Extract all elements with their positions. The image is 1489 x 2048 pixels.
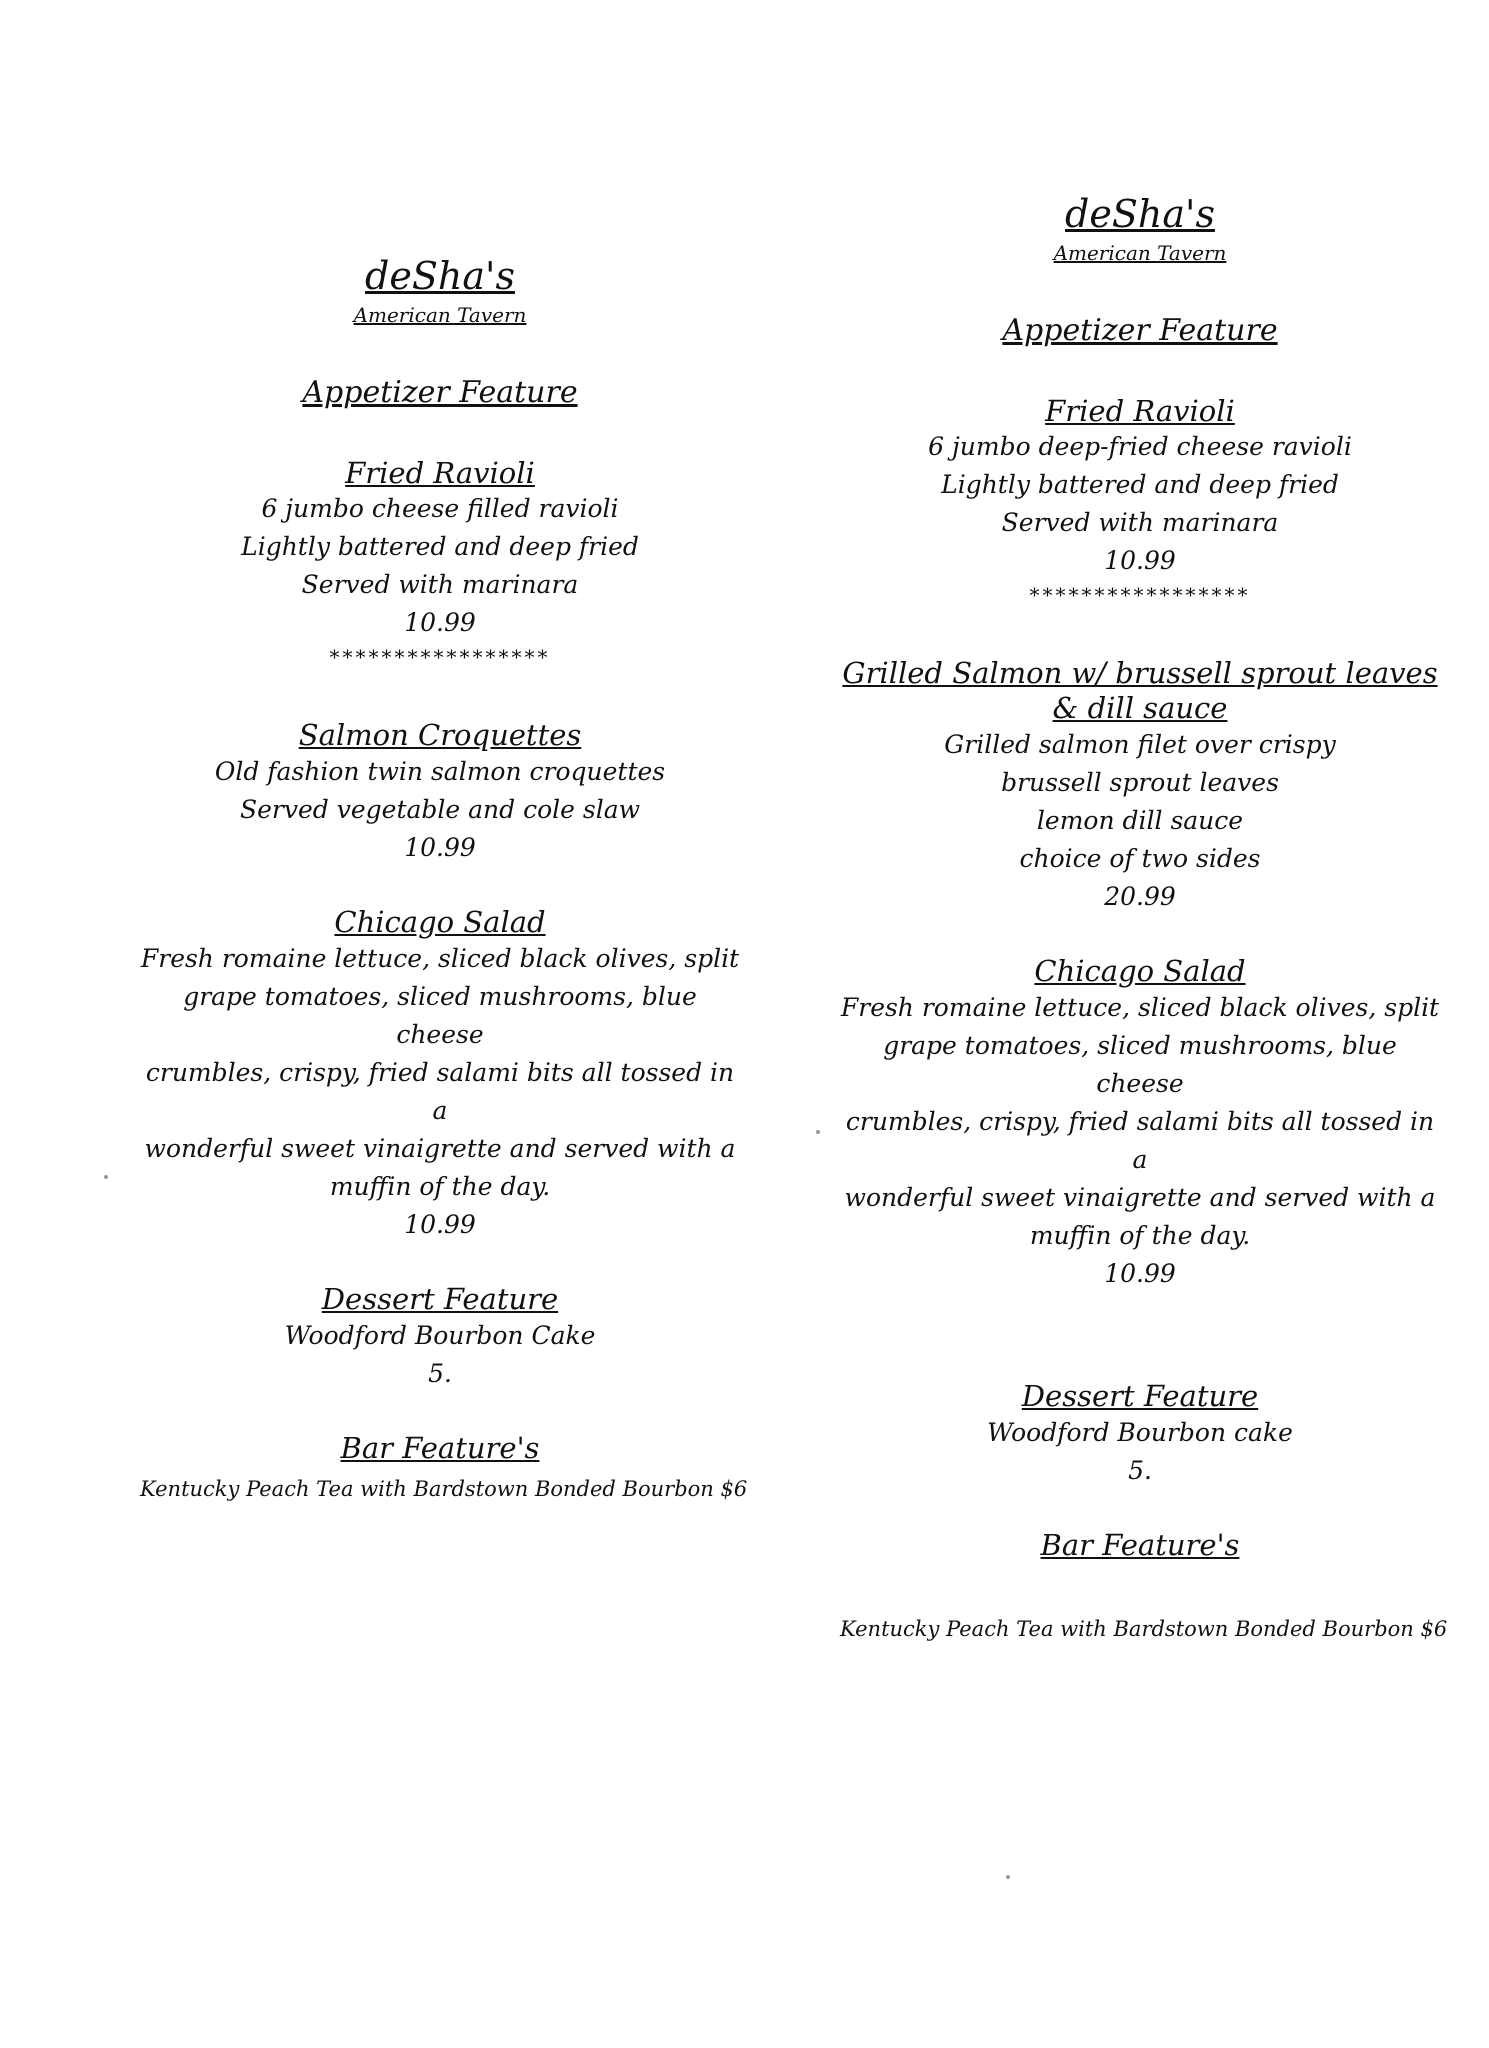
item-description-line: Fresh romaine lettuce, sliced black olives, split: [140, 944, 740, 974]
bar-feature: [840, 1527, 1448, 1645]
star-separator: *****************: [1029, 583, 1251, 608]
dessert-item: Woodford Bourbon Cake: [284, 1320, 596, 1350]
bar-item: Kentucky Peach Tea with Bardstown Bonded Bourbon $6: [840, 1617, 1448, 1642]
item-description-line: brussell sprout leaves: [1001, 768, 1279, 798]
bar-heading: Bar Feature's: [340, 1430, 540, 1465]
bar-heading: Bar Feature's: [1040, 1527, 1240, 1562]
item-name-continued: & dill sauce: [1052, 691, 1228, 726]
brand-name: deSha's: [1065, 192, 1215, 236]
item-name: Chicago Salad: [334, 905, 546, 940]
item-description-line: wonderful sweet vinaigrette and served with a: [144, 1134, 736, 1164]
item-description-line: Served with marinara: [1001, 508, 1279, 538]
item-price: 10.99: [404, 833, 476, 863]
item-price: 10.99: [1104, 1258, 1176, 1288]
brand-tagline: American Tavern: [353, 302, 527, 327]
item-description-line: 6 jumbo deep-fried cheese ravioli: [928, 432, 1352, 462]
dessert-feature: [840, 1379, 1440, 1490]
item-description-line: Fresh romaine lettuce, sliced black olives, split: [840, 992, 1440, 1022]
menu-item-fried-ravioli: [140, 456, 740, 673]
item-price: 10.99: [404, 1210, 476, 1240]
item-price: 10.99: [404, 608, 476, 638]
dessert-price: 5.: [428, 1358, 452, 1388]
item-description-line: grape tomatoes, sliced mushrooms, blue cheese: [883, 1030, 1397, 1098]
item-description-line: Served vegetable and cole slaw: [239, 795, 641, 825]
item-name: Fried Ravioli: [345, 455, 535, 490]
brand-name: deSha's: [365, 254, 515, 298]
item-description-line: lemon dill sauce: [1036, 806, 1244, 836]
item-name: Fried Ravioli: [1045, 393, 1235, 428]
item-name: Chicago Salad: [1034, 954, 1246, 989]
star-separator: *****************: [329, 645, 551, 670]
right-menu: [840, 192, 1448, 1644]
menu-item-grilled-salmon: [840, 656, 1440, 916]
appetizer-heading: Appetizer Feature: [1002, 312, 1278, 348]
menu-item-fried-ravioli: [840, 394, 1440, 611]
item-description-line: muffin of the day.: [329, 1172, 551, 1202]
item-description-line: Grilled salmon filet over crispy: [944, 730, 1336, 760]
item-description-line: Lightly battered and deep fried: [241, 532, 639, 562]
menu-item-chicago-salad: [140, 905, 740, 1244]
item-description-line: crumbles, crispy, fried salami bits all tossed in a: [145, 1058, 735, 1126]
dessert-heading: Dessert Feature: [1021, 1378, 1259, 1413]
bar-item: Kentucky Peach Tea with Bardstown Bonded Bourbon $6: [140, 1476, 748, 1501]
menu-item-salmon-croquettes: [140, 718, 740, 867]
menu-item-chicago-salad: [840, 954, 1440, 1293]
item-price: 20.99: [1104, 882, 1176, 912]
dessert-heading: Dessert Feature: [321, 1282, 559, 1317]
item-price: 10.99: [1104, 546, 1176, 576]
item-description-line: Old fashion twin salmon croquettes: [214, 757, 666, 787]
item-name: Salmon Croquettes: [298, 718, 582, 753]
item-description-line: muffin of the day.: [1029, 1220, 1251, 1250]
left-menu: [140, 254, 748, 1504]
item-description-line: 6 jumbo cheese filled ravioli: [261, 494, 619, 524]
scan-speck: [816, 1130, 820, 1134]
bar-feature: [140, 1430, 748, 1504]
item-name: Grilled Salmon w/ brussell sprout leaves: [842, 656, 1438, 691]
brand-tagline: American Tavern: [1053, 240, 1227, 265]
dessert-price: 5.: [1128, 1455, 1152, 1485]
scan-speck: [104, 1175, 108, 1179]
item-description-line: choice of two sides: [1019, 844, 1261, 874]
dessert-item: Woodford Bourbon cake: [987, 1417, 1293, 1447]
dessert-feature: [140, 1282, 740, 1393]
item-description-line: wonderful sweet vinaigrette and served with a: [844, 1182, 1436, 1212]
item-description-line: grape tomatoes, sliced mushrooms, blue cheese: [183, 982, 697, 1050]
item-description-line: crumbles, crispy, fried salami bits all tossed in a: [845, 1106, 1435, 1174]
item-description-line: Lightly battered and deep fried: [941, 470, 1339, 500]
item-description-line: Served with marinara: [301, 570, 579, 600]
scan-speck: [1006, 1875, 1010, 1879]
appetizer-heading: Appetizer Feature: [302, 374, 578, 410]
